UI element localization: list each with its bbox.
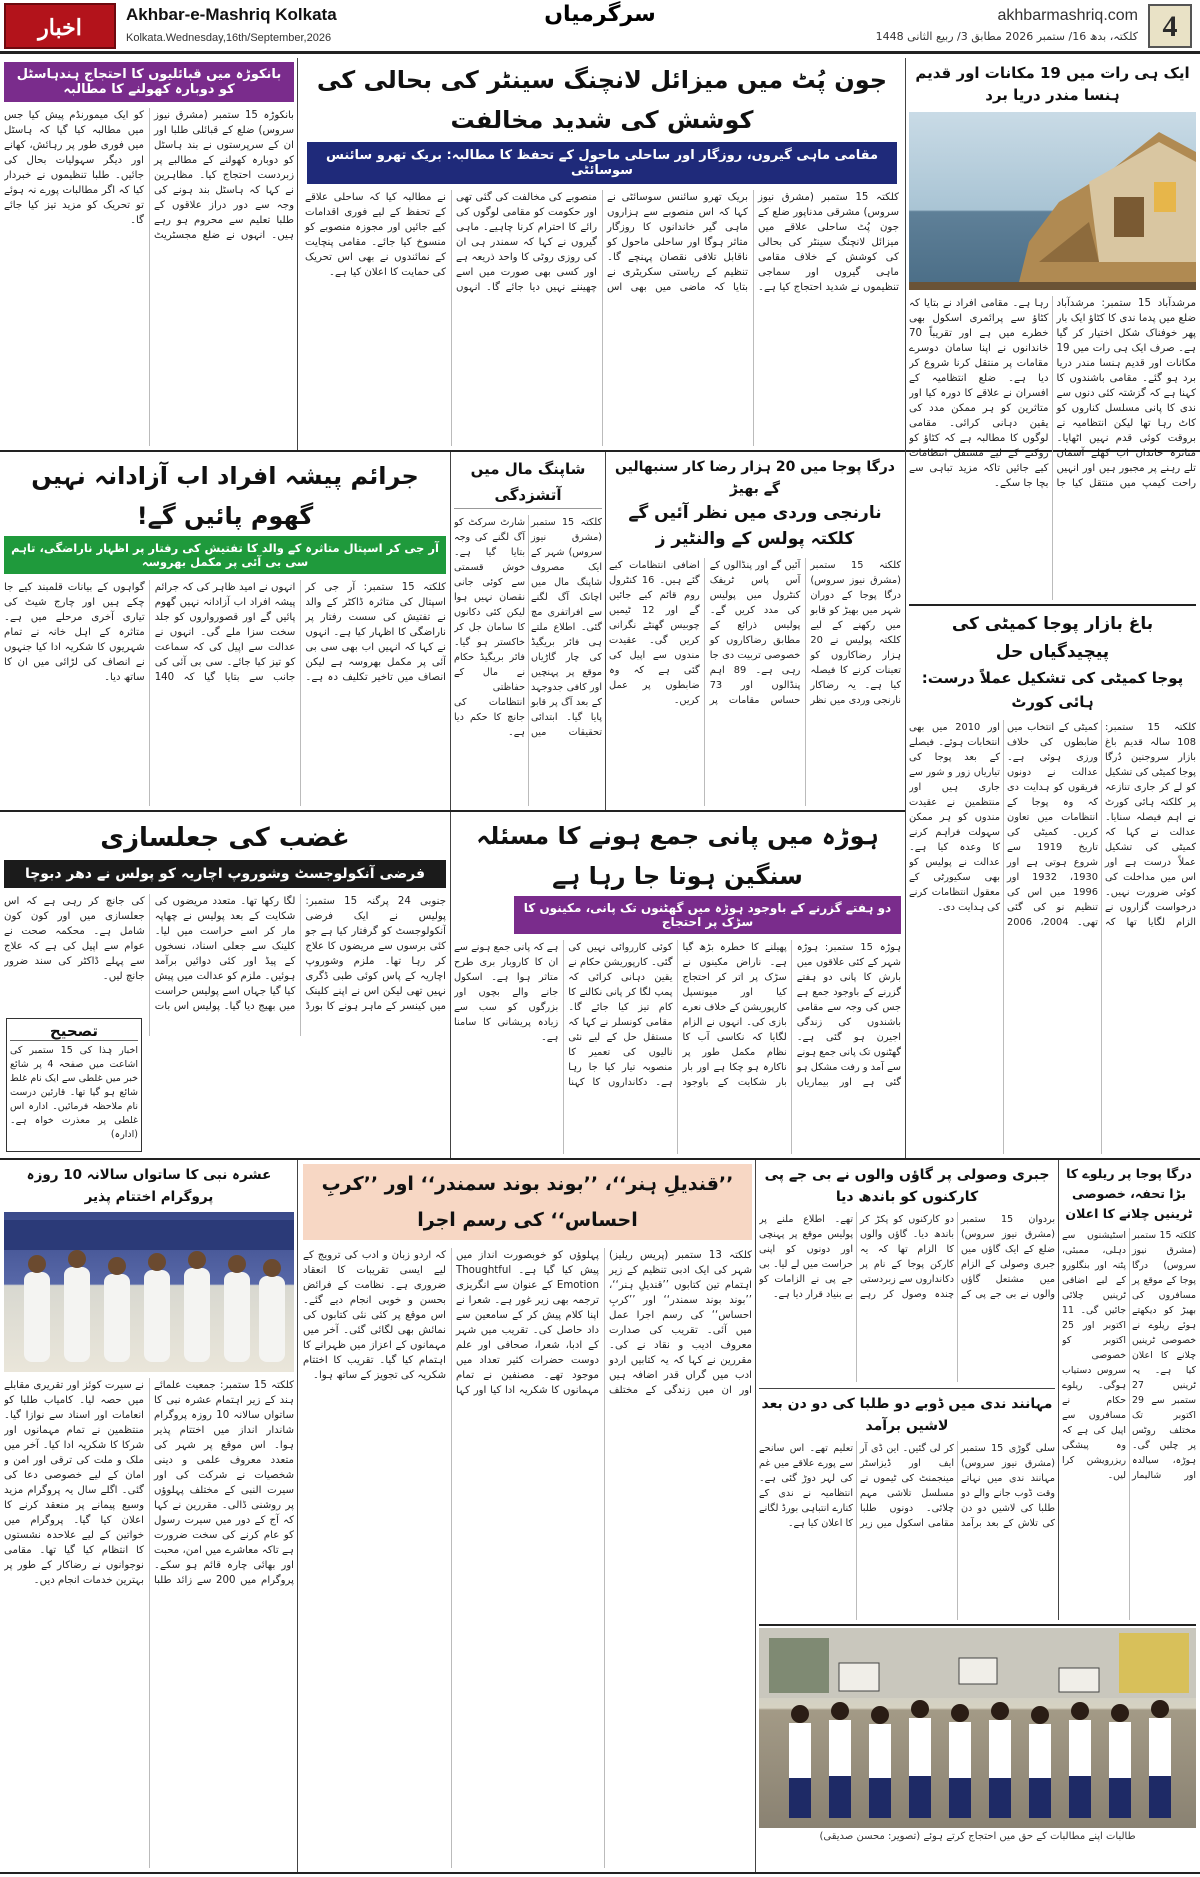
article-headline: درگا پوجا پر ریلوے کا بڑا تحفہ، خصوصی ٹرینیں چلانے کا اعلان	[1065, 1166, 1193, 1221]
houses-photo	[909, 112, 1196, 290]
article-forgery	[4, 816, 446, 1036]
article-ashra	[4, 1164, 294, 1868]
column-divider	[755, 1160, 756, 1872]
protest-photo-block	[759, 1624, 1196, 1846]
article-headline: شاپنگ مال میں آتشزدگی	[454, 456, 602, 509]
article-body: جنوبی 24 پرگنہ 15 ستمبر: پولیس نے ایک فرضی آنکولوجسٹ کو گرفتار کیا ہے جو کئی برسوں سے مریضوں کا علاج کر رہا تھا۔ ملزم وشوروپ اچاریہ کے پاس کوئی طبی ڈگری نہیں تھی لیکن اس نے اپنے کلینک میں کینسر کے ماہر ہونے کا بورڈ لگا رکھا تھا۔ متعدد مریضوں کی شکایت کے بعد پولیس نے چھاپہ مار کر اسے حراست میں لیا۔ کلینک سے جعلی اسناد، نسخوں کے پیڈ اور کئی دوائیں برآمد ہوئیں۔ ملزم کو عدالت میں پیش کیا گیا جہاں اسے پولیس حراست میں بھیج دیا گیا۔ پولیس اس بات کی جانچ کر رہی ہے کہ اس جعلسازی میں اور کون کون شامل ہے۔ محکمہ صحت نے عوام سے اپیل کی ہے کہ علاج سے پہلے ڈاکٹر کی سند ضرور جانچ لیں۔	[4, 896, 446, 1012]
correction-box	[6, 1018, 142, 1152]
article-headline: جرائم پیشہ افراد اب آزادانہ نہیں گھوم پائیں گے!	[31, 462, 419, 530]
article-bankura	[4, 62, 294, 446]
column-divider	[605, 452, 606, 810]
article-headline: جبری وصولی پر گاؤں والوں نے بی جے پی کارکنوں کو باندھ دیا	[764, 1167, 1050, 1205]
article-subhead: پوجا کمیٹی کی تشکیل عملاً درست: ہائی کورٹ	[921, 669, 1184, 711]
article-kicker: آر جی کر اسپتال متاثرہ کے والد کا تفتیش کی رفتار پر اظہار ناراضگی، تاہم سی بی آئی پر مکمل بھروسہ	[4, 536, 446, 574]
article-bagbazar	[909, 604, 1196, 1154]
article-headline: جون پُٹ میں میزائل لانچنگ سینٹر کی بحالی کی کوشش کی شدید مخالفت	[316, 66, 888, 134]
masthead	[0, 0, 1200, 54]
column-divider	[1058, 1160, 1059, 1620]
article-body: کلکتہ 15 ستمبر (مشرق نیوز سروس) مشرقی مدناپور ضلع کے جون پُٹ ساحلی علاقے میں میزائل لانچنگ سینٹر کی بحالی کی کوشش کے خلاف مقامی ماہی گیروں اور سماجی تنظیموں نے شدید احتجاج کیا ہے۔ بریک تھرو سائنس سوسائٹی نے کہا کہ اس منصوبے سے ہزاروں ماہی گیر خاندانوں کا روزگار متاثر ہوگا اور ساحلی ماحول کو ناقابل تلافی نقصان پہنچے گا۔ تنظیم کے ریاستی سکریٹری نے بتایا کہ ماضی میں بھی اس منصوبے کی مخالفت کی گئی تھی اور حکومت کو مقامی لوگوں کی رائے کا احترام کرنا چاہیے۔ ماہی گیروں نے کہا کہ سمندر ہی ان کی روزی روٹی کا واحد ذریعہ ہے اور کسی بھی صورت میں اسے چھیننے نہیں دیا جائے گا۔ انہوں نے مطالبہ کیا کہ ساحلی علاقے کے تحفظ کے لیے فوری اقدامات کیے جائیں اور مجوزہ منصوبے کو منسوخ کیا جائے۔ مقامی پنچایت کے نمائندوں نے بھی اس تحریک کی حمایت کا اعلان کیا ہے۔	[305, 192, 899, 293]
dateline-english: Kolkata.Wednesday,16th/September,2026	[126, 32, 332, 44]
masthead-name: Akhbar-e-Mashriq Kolkata	[126, 5, 337, 24]
newspaper-logo: اخبار	[4, 3, 116, 49]
article-criminals	[4, 456, 446, 806]
article-kicker: فرضی آنکولوجسٹ وشوروپ اچاریہ کو پولس نے دھر دبوچا	[4, 860, 446, 888]
article-headline: بانکوڑہ میں قبائلیوں کا احتجاج ہندہاسٹل کو دوبارہ کھولنے کا مطالبہ	[4, 62, 294, 102]
section-title: سرگرمیاں	[544, 2, 656, 27]
website-url[interactable]: akhbarmashriq.com	[997, 7, 1138, 24]
correction-title: تصحیح	[10, 1022, 138, 1041]
column-divider	[905, 58, 906, 1158]
article-kicker: دو ہفتے گزرنے کے باوجود ہوڑہ میں گھٹنوں تک پانی، مکینوں کا سڑک پر احتجاج	[514, 896, 901, 934]
article-headline: ’’قندیلِ ہنر‘‘، ’’بوند بوند سمندر‘‘ اور ’’کربِ احساس‘‘ کی رسم اجرا	[303, 1164, 752, 1240]
article-body: بانکوڑہ 15 ستمبر (مشرق نیوز سروس) ضلع کے قبائلی طلبا اور ان کے سرپرستوں نے بند ہاسٹل کو دوبارہ کھولنے کے مطالبے پر زبردست احتجاج کیا۔ مظاہرین نے کہا کہ ہاسٹل بند ہونے کی وجہ سے دور دراز علاقوں کے طلبا تعلیم سے محروم ہو رہے ہیں۔ انہوں نے ضلع مجسٹریٹ کو ایک میمورنڈم پیش کیا جس میں مطالبہ کیا گیا کہ ہاسٹل میں فوری طور پر رہائش، کھانے اور دیگر سہولیات بحال کی جائیں۔ طلبا تنظیموں نے خبردار کیا کہ اگر مطالبات پورے نہ ہوئے تو تحریک کو مزید تیز کیا جائے گا۔	[4, 110, 294, 241]
students-rally-illustration	[759, 1628, 1196, 1828]
article-headline: ہوڑہ میں پانی جمع ہونے کا مسئلہ سنگین ہوتا جا رہا ہے	[476, 822, 879, 890]
article-body: کلکتہ 15 ستمبر: جمعیت علمائے ہند کے زیر اہتمام عشرہ نبی کا ساتواں سالانہ 10 روزہ پروگرام شاندار انداز میں اختتام پذیر ہوا۔ اس موقع پر شہر کی متعدد معروف علمی و دینی شخصیات نے شرکت کی اور سیرت النبی کے مختلف پہلوؤں پر روشنی ڈالی۔ مقررین نے کہا کہ آج کے دور میں سیرت رسول کو عام کرنے کی سخت ضرورت ہے تاکہ معاشرے میں امن، محبت اور بھائی چارہ قائم ہو سکے۔ پروگرام میں 200 سے زائد طلبا نے سیرت کوئز اور تقریری مقابلے میں حصہ لیا۔ کامیاب طلبا کو انعامات اور اسناد سے نوازا گیا۔ منتظمین نے تمام مہمانوں اور شرکا کا شکریہ ادا کیا۔ آخر میں ملک و ملت کی ترقی اور امن و امان کے لیے خصوصی دعا کی گئی۔ اگلے سال یہ پروگرام مزید وسیع پیمانے پر منعقد کرنے کا اعلان کیا گیا۔ پروگرام میں خواتین کے لیے علاحدہ نشستوں کا انتظام کیا گیا تھا۔ مقامی نوجوانوں نے رضاکار کے طور پر بہترین خدمات انجام دیں۔	[4, 1380, 294, 1586]
article-body: بردوان 15 ستمبر (مشرق نیوز سروس) ضلع کے ایک گاؤں میں جبری وصولی کے الزام میں مشتعل گاؤں والوں نے بی جے پی کے دو کارکنوں کو پکڑ کر باندھ دیا۔ گاؤں والوں کا الزام تھا کہ یہ کارکن پوجا کے نام پر دکانداروں سے زبردستی چندہ وصول کر رہے تھے۔ اطلاع ملنے پر پولیس موقع پر پہنچی اور دونوں کو اپنی حراست میں لے لیا۔ بی جے پی نے الزامات کو بے بنیاد قرار دیا ہے۔	[759, 1214, 1055, 1300]
photo-caption: طالبات اپنے مطالبات کے حق میں احتجاج کرتے ہوئے (تصویر: محسن صدیقی)	[819, 1831, 1136, 1842]
article-durga-volunteers	[609, 456, 901, 806]
article-body: کلکتہ 15 ستمبر (مشرق نیوز سروس) درگا پوجا کے موقع پر مسافروں کی بھیڑ کو دیکھتے ہوئے ریلوے نے خصوصی ٹرینیں چلانے کا اعلان کیا ہے۔ یہ ٹرینیں 27 ستمبر سے 29 اکتوبر تک مختلف روٹس پر چلیں گی۔ ہوڑہ، سیالدہ اور شالیمار اسٹیشنوں سے دہلی، ممبئی، پٹنہ اور بنگلورو کے لیے اضافی ٹرینیں چلائی جائیں گی۔ 11 اکتوبر اور 25 اکتوبر کو خصوصی سروس دستیاب ہوگی۔ ریلوے حکام نے مسافروں سے اپیل کی ہے کہ وہ پیشگی ریزرویشن کرا لیں۔	[1062, 1230, 1196, 1481]
drowned-body: سلی گوڑی 15 ستمبر (مشرق نیوز سروس) مہانند ندی میں نہاتے وقت ڈوب جانے والے دو طلبا کی لاشیں دو دن کی تلاش کے بعد برآمد کر لی گئیں۔ این ڈی آر ایف اور ڈیزاسٹر مینجمنٹ کی ٹیموں نے مسلسل تلاشی مہم چلائی۔ دونوں طلبا مقامی اسکول میں زیر تعلیم تھے۔ اس سانحے سے پورے علاقے میں غم کی لہر دوڑ گئی ہے۔ انتظامیہ نے ندی کے کنارے انتباہی بورڈ لگانے کا اعلان کیا ہے۔	[759, 1443, 1055, 1529]
column-divider	[450, 452, 451, 810]
dateline-urdu: کلکتہ، بدھ 16/ ستمبر 2026 مطابق 3/ ربیع الثانی 1448	[875, 30, 1138, 43]
article-headline: غضب کی جعلسازی	[100, 823, 350, 853]
article-headline: باغ بازار پوجا کمیٹی کی پیچیدگیاں حل	[951, 614, 1154, 662]
row-divider	[0, 1158, 1200, 1160]
article-body: مرشدآباد 15 ستمبر: مرشدآباد ضلع میں پدما ندی کا کٹاؤ ایک بار پھر خوفناک شکل اختیار کر گیا ہے۔ صرف ایک ہی رات میں 19 مکانات اور قدیم ہنسا مندر دریا برد ہو گئے۔ مقامی باشندوں کا کہنا ہے کہ گزشتہ کئی دنوں سے ندی کا پانی مسلسل کناروں کو کاٹ رہا تھا لیکن انتظامیہ نے بروقت کوئی قدم نہیں اٹھایا۔ متاثرہ خاندان اب کھلے آسمان تلے رہنے پر مجبور ہیں اور انہیں راحت کیمپ میں منتقل کیا جا رہا ہے۔ مقامی افراد نے بتایا کہ کٹاؤ سے پرائمری اسکول بھی خطرے میں ہے اور تقریباً 70 خاندانوں نے اپنا سامان دوسرے مقامات پر منتقل کرنا شروع کر دیا ہے۔ ضلع انتظامیہ کے افسران نے علاقے کا دورہ کیا اور متاثرین کو ہر ممکن مدد کی یقین دہانی کرائی۔ مقامی لوگوں کا مطالبہ ہے کہ کٹاؤ کو روکنے کے لیے مستقل انتظامات کیے جائیں تاکہ مزید تباہی سے بچا جا سکے۔	[909, 298, 1196, 489]
article-houses-swept	[909, 60, 1196, 600]
column-divider	[297, 58, 298, 450]
article-body: کلکتہ 15 ستمبر: 108 سالہ قدیم باغ بازار سروجنین دُرگا پوجا کمیٹی کی تشکیل کو لے کر جاری تنازعہ پر کلکتہ ہائی کورٹ نے اہم فیصلہ سنایا۔ عدالت نے کہا کہ کمیٹی کی تشکیل عملاً درست ہے اور اس میں مداخلت کی کوئی ضرورت نہیں۔ درخواست گزاروں نے الزام لگایا تھا کہ کمیٹی کے انتخاب میں ضابطوں کی خلاف ورزی ہوئی ہے۔ عدالت نے دونوں فریقوں کو ہدایت دی کہ وہ پوجا کے انتظامات میں تعاون کریں۔ کمیٹی کی تاریخ 1919 سے شروع ہوتی ہے اور 1930، 1932 اور 1996 میں اس کی تنظیم نو کی گئی تھی۔ 2004، 2006 اور 2010 میں بھی انتخابات ہوئے۔ فیصلے کے بعد پوجا کی تیاریاں زور و شور سے جاری ہیں اور منتظمین نے عقیدت مندوں کو ہر ممکن سہولت فراہم کرنے کا وعدہ کیا ہے۔ عدالت نے پولیس کو بھی سکیورٹی کے معقول انتظامات کرنے کی ہدایت دی۔	[909, 722, 1196, 928]
article-headline: عشرہ نبی کا ساتواں سالانہ 10 روزہ پروگرام اختتام پذیر	[26, 1167, 272, 1205]
column-divider	[450, 812, 451, 1158]
article-headline: درگا پوجا میں 20 ہزار رضا کار سنبھالیں گے بھیڑ	[615, 459, 895, 497]
drowned-headline: مہانند ندی میں ڈوبے دو طلبا کی دو دن بعد لاشیں برآمد	[759, 1388, 1055, 1437]
article-body: کلکتہ 15 ستمبر: آر جی کر اسپتال کی متاثرہ ڈاکٹر کے والد نے تفتیش کی سست رفتار پر ناراضگی کا اظہار کیا ہے۔ انہوں نے کہا کہ انہیں اب بھی سی بی آئی پر مکمل بھروسہ ہے لیکن انصاف میں تاخیر تکلیف دہ ہے۔ انہوں نے امید ظاہر کی کہ جرائم پیشہ افراد اب آزادانہ نہیں گھوم پائیں گے اور قصورواروں کو جلد سخت سزا ملے گی۔ انہوں نے عدالت سے اپیل کی کہ سماعت کو تیز کیا جائے۔ سی بی آئی کی جانب سے بتایا گیا کہ 140 گواہوں کے بیانات قلمبند کیے جا چکے ہیں اور چارج شیٹ کی تیاری آخری مرحلے میں ہے۔ متاثرہ کے اہل خانہ نے تمام شہریوں کا شکریہ ادا کیا جنہوں نے انصاف کی لڑائی میں ان کا ساتھ دیا۔	[4, 582, 446, 683]
page-number: 4	[1148, 4, 1192, 48]
article-mall-fire	[454, 456, 602, 806]
article-trains	[1062, 1164, 1196, 1620]
article-body: کلکتہ 13 ستمبر (پریس ریلیز) شہر کی ایک ادبی تنظیم کے زیر اہتمام تین کتابوں ’’قندیلِ ہنر‘‘، ’’بوند بوند سمندر‘‘ اور ’’کربِ احساس‘‘ کی رسم اجرا عمل میں آئی۔ تقریب کی صدارت معروف ادیب و نقاد نے کی۔ مقررین نے کہا کہ یہ کتابیں اردو ادب میں گراں قدر اضافہ ہیں اور ان میں زندگی کے مختلف پہلوؤں کو خوبصورت انداز میں پیش کیا گیا ہے۔ Thoughtful Emotion کے عنوان سے انگریزی ترجمہ بھی زیر غور ہے۔ شعرا نے اپنا کلام پیش کر کے سامعین سے داد حاصل کی۔ تقریب میں شہر کے ادبا، شعرا، صحافی اور علم دوست حضرات کثیر تعداد میں موجود تھے۔ مصنفین نے تمام مہمانوں کا شکریہ ادا کیا اور کہا کہ اردو زبان و ادب کی ترویج کے لیے ایسی تقریبات کا انعقاد ضروری ہے۔ نظامت کے فرائض بحسن و خوبی انجام دیے گئے۔ اس موقع پر کئی نئی کتابوں کی نمائش بھی لگائی گئی۔ آخر میں مہمانوں کے اعزاز میں ظہرانے کا اہتمام کیا گیا۔ تقریب کا اختتام شکریہ کی تجویز کے ساتھ ہوا۔	[303, 1250, 752, 1396]
event-photo	[4, 1212, 294, 1372]
article-subhead: نارنجی وردی میں نظر آئیں گے کلکتہ پولس کے والنٹیر ز	[628, 503, 882, 549]
row-divider	[0, 810, 905, 812]
page-bottom-rule	[0, 1872, 1200, 1874]
article-headline: ایک ہی رات میں 19 مکانات اور قدیم ہنسا مندر دریا برد	[915, 64, 1190, 104]
article-howrah	[454, 816, 901, 1154]
article-body: کلکتہ 15 ستمبر (مشرق نیوز سروس) درگا پوجا کے دوران شہر میں بھیڑ کو قابو میں رکھنے کے لیے کلکتہ پولیس نے 20 ہزار رضاکاروں کو تعینات کرنے کا فیصلہ کیا ہے۔ یہ رضاکار نارنجی وردی میں نظر آئیں گے اور پنڈالوں کے آس پاس ٹریفک کنٹرول میں پولیس کی مدد کریں گے۔ پولیس ذرائع کے مطابق رضاکاروں کو خصوصی تربیت دی جا رہی ہے۔ 89 اہم پنڈالوں اور 73 حساس مقامات پر اضافی انتظامات کیے گئے ہیں۔ 16 کنٹرول روم قائم کیے جائیں گے اور 12 ٹیمیں چوبیس گھنٹے نگرانی کریں گی۔ عقیدت مندوں سے اپیل کی گئی ہے کہ وہ ضابطوں پر عمل کریں۔	[609, 560, 901, 706]
article-body: کلکتہ 15 ستمبر (مشرق نیوز سروس) شہر کے ایک مصروف شاپنگ مال میں اچانک آگ لگنے سے افراتفری مچ گئی۔ اطلاع ملتے ہی فائر بریگیڈ کی چار گاڑیاں موقع پر پہنچیں اور کافی جدوجہد کے بعد آگ پر قابو پایا گیا۔ ابتدائی تحقیقات میں شارٹ سرکٹ کو آگ لگنے کی وجہ بتایا گیا ہے۔ خوش قسمتی سے کوئی جانی نقصان نہیں ہوا لیکن کئی دکانوں کا سامان جل کر خاکستر ہو گیا۔ فائر بریگیڈ حکام نے مال کے حفاظتی انتظامات کی جانچ کا حکم دیا ہے۔	[454, 517, 602, 738]
collapsing-house-illustration	[909, 112, 1196, 290]
article-kicker: مقامی ماہی گیروں، روزگار اور ساحلی ماحول کے تحفظ کا مطالبہ: بریک تھرو سائنس سوسائٹی	[307, 142, 897, 184]
protest-photo	[759, 1628, 1196, 1828]
article-extortion	[759, 1164, 1055, 1620]
correction-body: اخبار ہٰذا کی 15 ستمبر کی اشاعت میں صفحہ 4 پر شائع خبر میں غلطی سے ایک نام غلط شائع ہو گیا تھا۔ قارئین درست نام ملاحظہ فرمائیں۔ ادارہ اس غلطی پر معذرت خواہ ہے۔ (ادارہ)	[10, 1045, 138, 1140]
gathering-illustration	[4, 1212, 294, 1372]
article-body: ہوڑہ 15 ستمبر: ہوڑہ شہر کے کئی علاقوں میں بارش کا پانی دو ہفتے گزرنے کے باوجود جمع ہے جس کی وجہ سے مقامی باشندوں کی زندگی اجیرن ہو گئی ہے۔ گھٹنوں تک پانی جمع ہونے سے آمد و رفت مشکل ہو گئی ہے اور بیماریاں پھیلنے کا خطرہ بڑھ گیا ہے۔ ناراض مکینوں نے سڑک پر اتر کر احتجاج کیا اور میونسپل کارپوریشن کے خلاف نعرے بازی کی۔ انہوں نے الزام لگایا کہ نکاسی آب کا نظام مکمل طور پر ناکارہ ہو چکا ہے اور بار بار شکایت کے باوجود کوئی کارروائی نہیں کی گئی۔ کارپوریشن حکام نے یقین دہانی کرائی کہ پمپ لگا کر پانی نکالنے کا کام تیز کیا جائے گا۔ مقامی کونسلر نے کہا کہ مستقل حل کے لیے نئی نالیوں کی تعمیر کا منصوبہ تیار کیا جا رہا ہے۔ دکانداروں کا کہنا ہے کہ پانی جمع ہونے سے ان کا کاروبار بری طرح متاثر ہوا ہے۔ اسکول جانے والے بچوں اور بزرگوں کو سب سے زیادہ پریشانی کا سامنا ہے۔	[454, 942, 901, 1088]
article-qandeel	[303, 1164, 752, 1868]
article-junput-missile	[303, 60, 901, 446]
column-divider	[297, 1160, 298, 1872]
